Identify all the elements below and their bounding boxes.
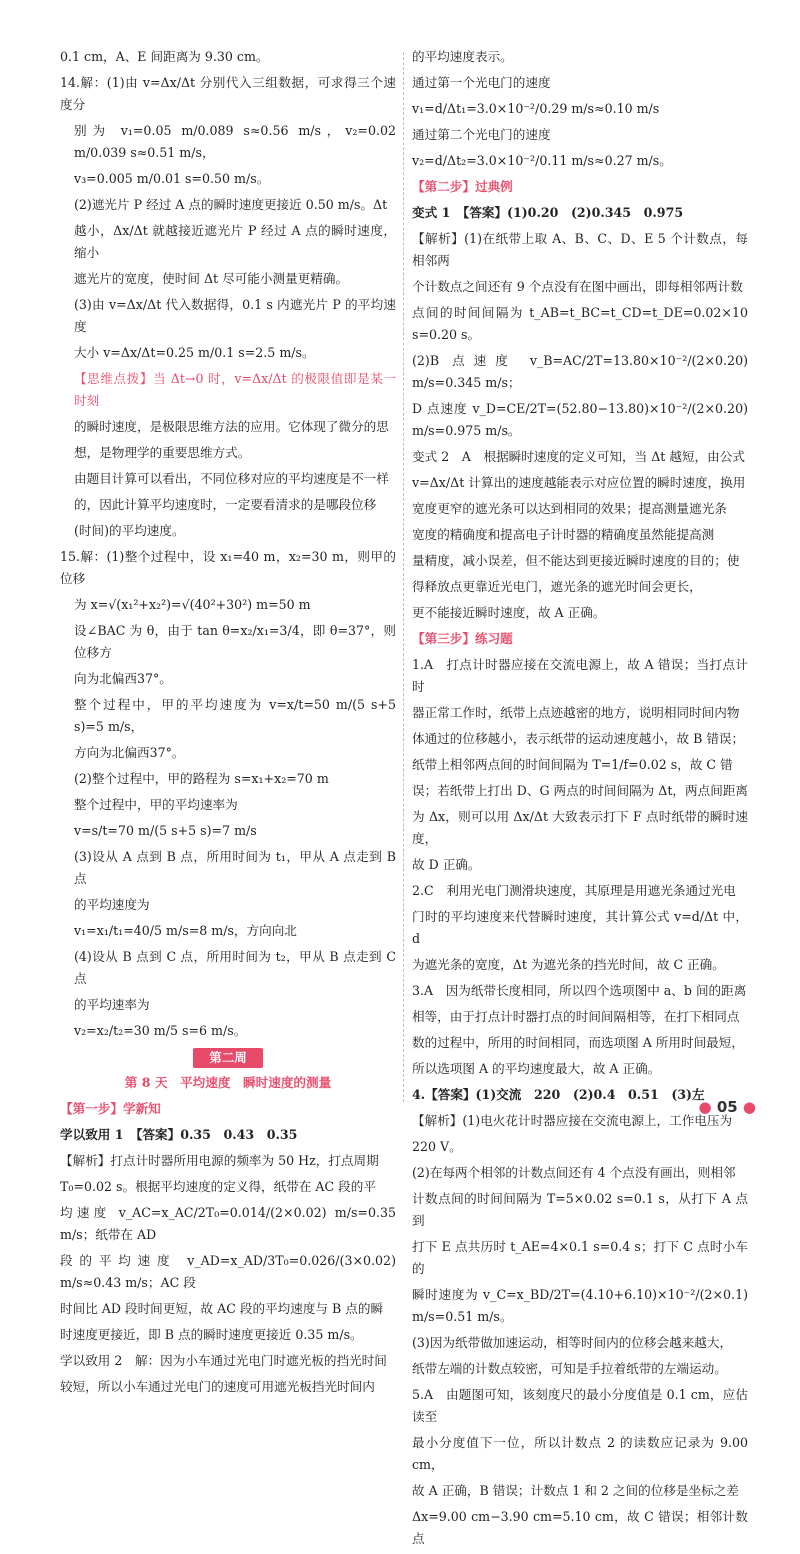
text-line: 整个过程中，甲的平均速率为: [74, 797, 238, 812]
text-line: (2)整个过程中，甲的路程为 s=x₁+x₂=70 m: [74, 771, 329, 786]
text-line: 3.A 因为纸带长度相同，所以四个选项图中 a、b 间的距离: [412, 983, 747, 998]
text-line: v=s/t=70 m/(5 s+5 s)=7 m/s: [74, 823, 257, 838]
text-line: 纸带上相邻两点间的时间间隔为 T=1/f=0.02 s，故 C 错: [412, 757, 733, 772]
text-line: T₀=0.02 s。根据平均速度的定义得，纸带在 AC 段的平: [60, 1179, 376, 1194]
text-line: 故 D 正确。: [412, 857, 481, 872]
text-line: 的平均速度为: [74, 897, 150, 912]
text-line: 4.【答案】(1)交流 220 (2)0.4 0.51 (3)左: [412, 1087, 705, 1102]
step1-label: 【第一步】学新知: [60, 1101, 161, 1116]
text-line: 最小分度值下一位，所以计数点 2 的读数应记录为 9.00 cm，: [412, 1435, 748, 1472]
text-line: Δx=9.00 cm−3.90 cm=5.10 cm，故 C 错误；相邻计数点: [412, 1509, 748, 1546]
text-line: 误；若纸带上打出 D、G 两点的时间间隔为 Δt，两点间距离: [412, 783, 748, 798]
text-line: 故 A 正确，B 错误；计数点 1 和 2 之间的位移是坐标之差: [412, 1483, 739, 1498]
text-line: 计数点间的时间间隔为 T=5×0.02 s=0.1 s，从打下 A 点到: [412, 1191, 748, 1228]
text-line: v₂=d/Δt₂=3.0×10⁻²/0.11 m/s≈0.27 m/s。: [412, 153, 672, 168]
text-line: 相等，由于打点计时器打点的时间间隔相等，在打下相同点: [412, 1009, 740, 1024]
text-line: 【解析】(1)在纸带上取 A、B、C、D、E 5 个计数点，每相邻两: [412, 231, 748, 268]
text-line: 为 x=√(x₁²+x₂²)=√(40²+30²) m=50 m: [74, 597, 311, 612]
text-line: 想，是物理学的重要思维方式。: [74, 445, 251, 460]
text-line: (3)由 v=Δx/Δt 代入数据得，0.1 s 内遮光片 P 的平均速度: [74, 297, 396, 334]
text-line: 为 Δx，则可以用 Δx/Δt 大致表示打下 F 点时纸带的瞬时速度，: [412, 809, 748, 846]
text-line: 均速度 v_AC=x_AC/2T₀=0.014/(2×0.02) m/s=0.35 m/s；纸带在 AD: [60, 1205, 396, 1242]
text-line: 器正常工作时，纸带上点迹越密的地方，说明相同时间内物: [412, 705, 740, 720]
text-line: v=Δx/Δt 计算出的速度越能表示对应位置的瞬时速度，换用: [412, 475, 746, 490]
text-line: (3)因为纸带做加速运动，相等时间内的位移会越来越大，: [412, 1335, 733, 1350]
step2-label: 【第二步】过典例: [412, 179, 513, 194]
bullet-icon: ●: [737, 1098, 756, 1116]
day-title: 第 8 天 平均速度 瞬时速度的测量: [124, 1075, 332, 1090]
page-number-text: 05: [716, 1098, 738, 1116]
text-line: 的，因此计算平均速度时，一定要看清求的是哪段位移: [74, 497, 377, 512]
text-line: 变式 1 【答案】(1)0.20 (2)0.345 0.975: [412, 205, 684, 220]
left-column: [60, 46, 396, 1402]
text-line: 数的过程中，所用的时间相同，而选项图 A 所用时间最短，: [412, 1035, 744, 1050]
text-line: 方向为北偏西37°。: [74, 745, 185, 760]
week-badge: 第二周: [193, 1048, 263, 1068]
text-line: v₁=x₁/t₁=40/5 m/s=8 m/s，方向向北: [74, 923, 297, 938]
text-line: 由题目计算可以看出，不同位移对应的平均速度是不一样: [74, 471, 389, 486]
text-line: 【解析】(1)电火花计时器应接在交流电源上，工作电压为: [412, 1113, 733, 1128]
text-line: 为遮光条的宽度，Δt 为遮光条的挡光时间，故 C 正确。: [412, 957, 725, 972]
text-line: (3)设从 A 点到 B 点，所用时间为 t₁，甲从 A 点走到 B 点: [74, 849, 396, 886]
text-line: 越小，Δx/Δt 就越接近遮光片 P 经过 A 点的瞬时速度，缩小: [74, 223, 396, 260]
text-line: 设∠BAC 为 θ，由于 tan θ=x₂/x₁=3/4，即 θ=37°，则位移方: [74, 623, 396, 660]
text-line: 1.A 打点计时器应接在交流电源上，故 A 错误；当打点计时: [412, 657, 748, 694]
text-line: 别为 v₁=0.05 m/0.089 s≈0.56 m/s，v₂=0.02 m/0.039 s≈0.51 m/s，: [74, 123, 396, 160]
text-line: 遮光片的宽度，使时间 Δt 尽可能小测量更精确。: [74, 271, 349, 286]
bullet-icon: ●: [698, 1098, 717, 1116]
text-line: 的平均速率为: [74, 997, 150, 1012]
text-line: 段的平均速度 v_AD=x_AD/3T₀=0.026/(3×0.02) m/s≈0.43 m/s；AC 段: [60, 1253, 396, 1290]
text-line: 整个过程中，甲的平均速度为 v=x/t=50 m/(5 s+5 s)=5 m/s，: [74, 697, 396, 734]
text-line: 打下 E 点共历时 t_AE=4×0.1 s=0.4 s；打下 C 点时小车的: [412, 1239, 748, 1276]
text-line: v₃=0.005 m/0.01 s=0.50 m/s。: [74, 171, 270, 186]
text-line: 时间比 AD 段时间更短，故 AC 段的平均速度与 B 点的瞬: [60, 1301, 384, 1316]
text-line: 宽度更窄的遮光条可以达到相同的效果；提高测量遮光条: [412, 501, 727, 516]
text-line: 瞬时速度为 v_C=x_BD/2T=(4.10+6.10)×10⁻²/(2×0.1) m/s=0.51 m/s。: [412, 1287, 748, 1324]
text-line: 门时的平均速度来代替瞬时速度，其计算公式 v=d/Δt 中，d: [412, 909, 748, 946]
text-line: 0.1 cm，A、E 间距离为 9.30 cm。: [60, 49, 269, 64]
text-line: 变式 2 A 根据瞬时速度的定义可知，当 Δt 越短，由公式: [412, 449, 745, 464]
text-line: D 点速度 v_D=CE/2T=(52.80−13.80)×10⁻²/(2×0.20) m/s=0.975 m/s。: [412, 401, 748, 438]
text-line: 通过第一个光电门的速度: [412, 75, 551, 90]
text-line: 所以选项图 A 的平均速度最大，故 A 正确。: [412, 1061, 661, 1076]
text-line: 个计数点之间还有 9 个点没有在图中画出，即每相邻两计数: [412, 279, 743, 294]
text-line: 纸带左端的计数点较密，可知是手拉着纸带的左端运动。: [412, 1361, 727, 1376]
right-column: [412, 46, 748, 1554]
text-line: (2)遮光片 P 经过 A 点的瞬时速度更接近 0.50 m/s。Δt: [74, 197, 388, 212]
text-line: 的瞬时速度，是极限思维方法的应用。它体现了微分的思: [74, 419, 389, 434]
text-line: v₁=d/Δt₁=3.0×10⁻²/0.29 m/s≈0.10 m/s: [412, 101, 660, 116]
text-line: 通过第二个光电门的速度: [412, 127, 551, 142]
text-line: 大小 v=Δx/Δt=0.25 m/0.1 s=2.5 m/s。: [74, 345, 315, 360]
text-line: 【解析】打点计时器所用电源的频率为 50 Hz，打点周期: [60, 1153, 379, 1168]
text-line: (2)B 点速度 v_B=AC/2T=13.80×10⁻²/(2×0.20) m/s=0.345 m/s；: [412, 353, 748, 390]
page-number: [699, 1098, 757, 1116]
text-line: 时速度更接近，即 B 点的瞬时速度更接近 0.35 m/s。: [60, 1327, 363, 1342]
text-line: 体通过的位移越小，表示纸带的运动速度越小，故 B 错误；: [412, 731, 745, 746]
answer-15: 15.解：(1)整个过程中，设 x₁=40 m，x₂=30 m，则甲的位移: [60, 549, 396, 586]
text-line: 学以致用 2 解：因为小车通过光电门时遮光板的挡光时间: [60, 1353, 387, 1368]
text-line: 较短，所以小车通过光电门的速度可用遮光板挡光时间内: [60, 1379, 375, 1394]
text-line: 的平均速度表示。: [412, 49, 513, 64]
text-line: 220 V。: [412, 1139, 462, 1154]
text-line: 得释放点更靠近光电门，遮光条的遮光时间会更长，: [412, 579, 702, 594]
text-line: (2)在每两个相邻的计数点间还有 4 个点没有画出，则相邻: [412, 1165, 736, 1180]
text-line: 宽度的精确度和提高电子计时器的精确度虽然能提高测: [412, 527, 715, 542]
text-line: 5.A 由题图可知，该刻度尺的最小分度值是 0.1 cm，应估读至: [412, 1387, 748, 1424]
text-line: 点间的时间间隔为 t_AB=t_BC=t_CD=t_DE=0.02×10 s=0.20 s。: [412, 305, 748, 342]
text-line: (4)设从 B 点到 C 点，所用时间为 t₂，甲从 B 点走到 C 点: [74, 949, 396, 986]
answer-14: 14.解：(1)由 v=Δx/Δt 分别代入三组数据，可求得三个速度分: [60, 75, 396, 112]
tip-line: 【思维点拨】当 Δt→0 时，v=Δx/Δt 的极限值即是某一时刻: [74, 371, 396, 408]
text-line: 2.C 利用光电门测滑块速度，其原理是用遮光条通过光电: [412, 883, 736, 898]
text-line: 量精度，减小误差，但不能达到更接近瞬时速度的目的；使: [412, 553, 740, 568]
step3-label: 【第三步】练习题: [412, 631, 513, 646]
text-line: (时间)的平均速度。: [74, 523, 185, 538]
text-line: v₂=x₂/t₂=30 m/5 s=6 m/s。: [74, 1023, 247, 1038]
column-divider: [403, 52, 404, 1102]
text-line: 学以致用 1 【答案】0.35 0.43 0.35: [60, 1127, 298, 1142]
text-line: 向为北偏西37°。: [74, 671, 172, 686]
text-line: 更不能接近瞬时速度，故 A 正确。: [412, 605, 606, 620]
